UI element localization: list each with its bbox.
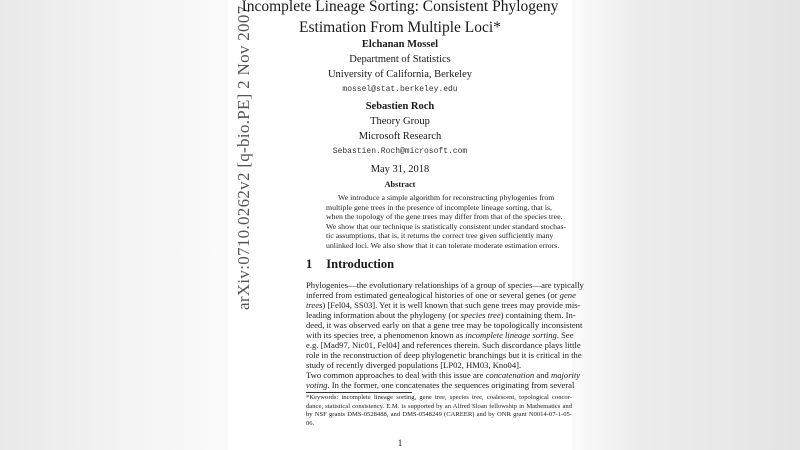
text-line — [306, 330, 572, 340]
author-email: mossel@stat.berkeley.edu — [342, 85, 458, 94]
text-segment: majority — [551, 370, 581, 380]
text-segment: ) [Fel04, SS03]. Yet it is well known that such gene trees may provide mis- — [322, 300, 581, 310]
page-number: 1 — [397, 439, 403, 449]
paper-title-line-2: Estimation From Multiple Loci* — [299, 19, 501, 36]
text-line — [326, 203, 552, 213]
text-segment: study of recently diverged populations [LP02, HM03, Kno04]. — [306, 360, 522, 370]
text-segment: with its species tree, a phenomenon known as — [306, 330, 466, 340]
text-segment: ) containing them. In- — [500, 310, 576, 320]
text-segment: *Keywords: incomplete lineage sorting, gene tree, species tree, coalescent, topological concor- — [306, 394, 572, 401]
text-line — [326, 193, 555, 203]
text-segment: incomplete lineage sorting — [465, 330, 557, 340]
text-segment: 06. — [306, 419, 315, 427]
author-affiliation: Theory Group — [370, 116, 430, 127]
text-line — [306, 403, 572, 412]
abstract-heading: Abstract — [384, 180, 416, 189]
text-segment: deed, it was observed early on that a gene tree may be topologically inconsistent — [306, 320, 583, 330]
section-number: 1 — [306, 257, 313, 271]
text-segment: multiple gene trees in the presence of incomplete lineage sorting, that is, — [326, 202, 552, 212]
author-name: Sebastien Roch — [365, 101, 435, 112]
author-email: Sebastien.Roch@microsoft.com — [332, 147, 468, 156]
text-line — [306, 280, 584, 290]
text-line — [306, 290, 576, 300]
text-segment: concatenation — [485, 370, 535, 380]
text-segment: unlinked loci. We also show that it can tolerate moderate estimation errors. — [326, 240, 560, 250]
section-title: Introduction — [326, 257, 395, 271]
paper-date: May 31, 2018 — [370, 164, 430, 175]
text-segment: e.g. [Mad97, Nic01, Fel04] and references therein. Such discordance plays little — [306, 340, 581, 350]
text-segment: Two common approaches to deal with this issue are — [306, 370, 486, 380]
text-line — [306, 300, 581, 310]
footnote-rule — [306, 392, 412, 393]
text-segment: leading information about the phylogeny (or — [306, 310, 461, 320]
text-segment: gene — [559, 290, 576, 300]
text-segment: trees — [306, 300, 323, 310]
text-segment: . In the former, one concatenates the sequences originating from several — [327, 380, 575, 390]
arxiv-stamp: arXiv:0710.0262v2 [q-bio.PE] 2 Nov 2007 — [234, 5, 253, 310]
text-segment: by NSF grants DMS-0528488, and DMS-0548249 (CAREER) and by ONR grant N0014-07-1-05- — [306, 411, 572, 419]
author-name: Elchanan Mossel — [361, 39, 439, 50]
text-line — [306, 394, 572, 403]
text-line — [326, 212, 563, 222]
text-segment: role in the reconstruction of deep phylogenetic branchings but it is critical in the — [306, 350, 582, 360]
text-line — [306, 411, 572, 420]
text-segment: when the topology of the gene trees may differ from that of the species tree. — [326, 212, 563, 221]
text-line — [306, 360, 572, 370]
text-line — [306, 350, 582, 360]
text-segment: dance, statistical consistency. E.M. is supported by an Alfred Sloan fellowship in Mathematics and — [306, 402, 572, 410]
text-line — [326, 231, 552, 241]
text-line — [326, 240, 560, 251]
text-segment: We show that our technique is statistically consistent under standard stochas- — [326, 221, 567, 231]
text-line — [306, 310, 576, 320]
author-affiliation: University of California, Berkeley — [327, 69, 473, 80]
text-segment: . See — [556, 330, 574, 340]
text-line — [306, 340, 581, 350]
text-line — [306, 370, 581, 380]
text-segment: We introduce a simple algorithm for reconstructing phylogenies from — [338, 193, 555, 202]
section-heading — [306, 257, 394, 271]
author-affiliation: Department of Statistics — [349, 54, 451, 65]
text-line — [306, 380, 575, 390]
text-line — [306, 420, 572, 429]
text-segment: and — [534, 370, 551, 380]
text-segment: tic assumptions, that is, it returns the correct tree given sufficiently many — [326, 231, 554, 240]
text-line — [326, 221, 567, 232]
author-affiliation: Microsoft Research — [358, 131, 442, 142]
text-segment: voting — [306, 380, 328, 390]
text-line — [306, 320, 583, 330]
text-segment: Phylogenies—the evolutionary relationships of a group of species—are typically — [306, 280, 584, 290]
paper-title-line-1: Incomplete Lineage Sorting: Consistent Phylogeny — [241, 0, 559, 15]
text-segment: species tree — [460, 310, 501, 320]
text-segment: inferred from estimated genealogical histories of one or several genes (or — [306, 290, 560, 300]
